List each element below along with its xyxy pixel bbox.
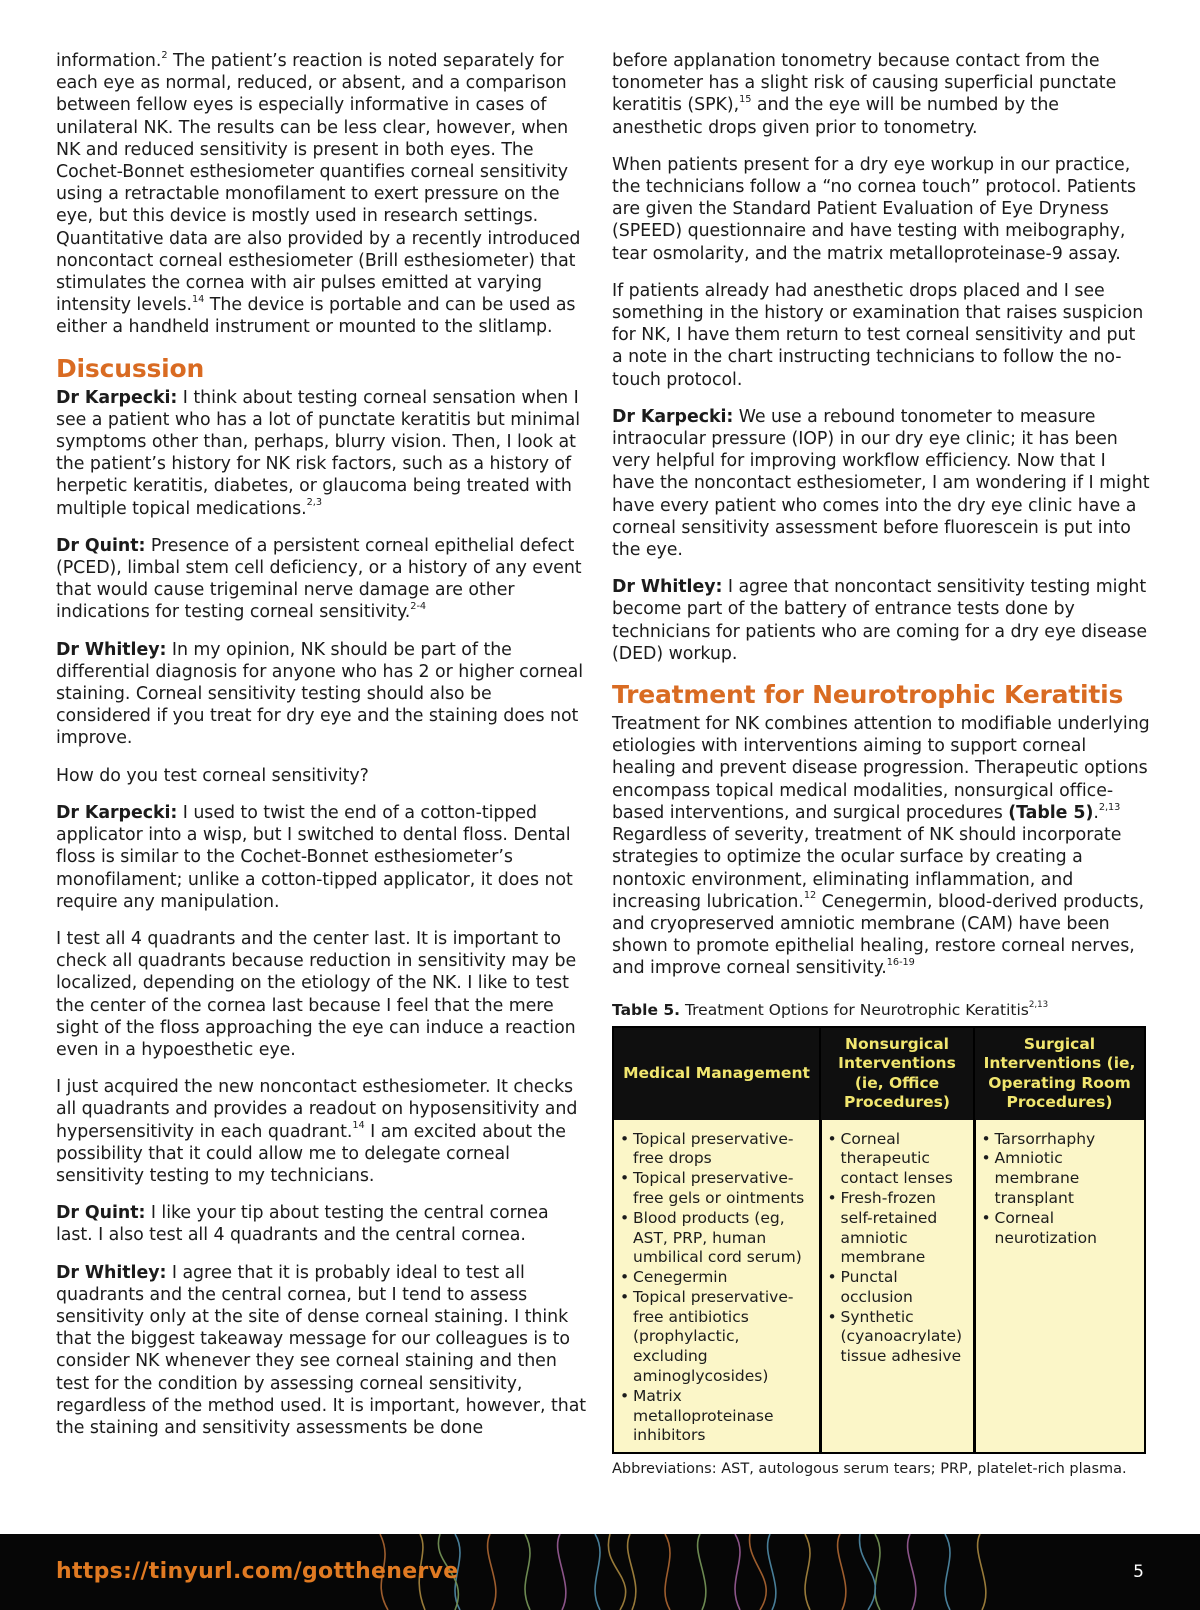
speaker-label: Dr Quint: xyxy=(56,535,146,556)
speaker-label: Dr Quint: xyxy=(56,1203,146,1224)
speaker-label: Dr Whitley: xyxy=(612,577,723,598)
intro-paragraph: information.$^2$ The patient’s reaction is noted separately for each eye as normal, reduced, or absent, and a comparison between fellow eyes is especially informative in cases of unilateral NK. The results can be less clear, however, when NK and reduced sensitivity is present in both eyes. The Cochet-Bonnet esthesiometer quantifies corneal sensitivity using a retractable monofilament to exert pressure on the eye, but this device is mostly used in research settings. Quantitative data are also provided by a recently introduced noncontact corneal esthesiometer (Brill esthesiometer) that stimulates the cornea with air pulses emitted at varying intensity levels.$^{14}$ The device is portable and can be used as either a handheld instrument or mounted to the slitlamp. xyxy=(56,49,581,338)
applanation-paragraph: before applanation tonometry because contact from the tonometer has a slight risk of causing superficial punctate keratitis (SPK),$^{15}$ and the eye will be numbed by the anesthetic drops given prior to tonometry. xyxy=(612,51,1117,138)
speaker-label: Dr Karpecki: xyxy=(56,802,178,823)
anesthetic-paragraph: If patients already had anesthetic drops placed and I see something in the history or examination that raises suspicion for NK, I have them return to test corneal sensitivity and put a note in the chart instructing technicians to follow the no-touch protocol. xyxy=(612,280,1144,390)
list-item: • Corneal therapeutic contact lenses xyxy=(828,1130,969,1189)
page-number: 5 xyxy=(1133,1562,1144,1582)
quint-paragraph-1: Dr Quint: Presence of a persistent corneal epithelial defect (PCED), limbal stem cell deficiency, or a history of any event that would cause trigeminal nerve damage are other indications for testing corneal sensitivity.$^{2-4}$ xyxy=(56,535,582,623)
list-item: • Tarsorrhaphy xyxy=(982,1130,1141,1150)
speaker-label: Dr Whitley: xyxy=(56,639,167,660)
workup-paragraph: When patients present for a dry eye workup in our practice, the technicians follow a “no cornea touch” protocol. Patients are given the Standard Patient Evaluation of Eye Dryness (SPEED) questionnaire and have testing with meibography, tear osmolarity, and the matrix metalloproteinase-9 assay. xyxy=(612,154,1137,264)
left-column xyxy=(56,50,590,1454)
table-header-surgical: Surgical Interventions (ie, Operating Room Procedures) xyxy=(974,1027,1145,1120)
list-item: • Topical preservative-free gels or ointments xyxy=(620,1169,815,1209)
list-item: • Blood products (eg, AST, PRP, human umbilical cord serum) xyxy=(620,1209,815,1268)
karpecki-paragraph-1: Dr Karpecki: I think about testing corneal sensation when I see a patient who has a lot of punctate keratitis but minimal symptoms other than, perhaps, blurry vision. Then, I look at the patient’s history for NK risk factors, such as a history of herpetic keratitis, diabetes, or glaucoma being treated with multiple topical medications.$^{2,3}$ xyxy=(56,387,580,519)
whitley-paragraph-2: Dr Whitley: I agree that it is probably ideal to test all quadrants and the central cornea, but I tend to assess sensitivity only at the site of dense corneal staining. I think that the biggest takeaway message for our colleagues is to consider NK whenever they see corneal staining and then test for the condition by assessing corneal sensitivity, regardless of the method used. It is important, however, that the staining and sensitivity assessments be done xyxy=(56,1262,587,1438)
whitley-paragraph-1: Dr Whitley: In my opinion, NK should be part of the differential diagnosis for anyone who has 2 or higher corneal staining. Corneal sensitivity testing should also be considered if you treat for dry eye and the staining does not improve. xyxy=(56,639,584,749)
noncontact-paragraph: I just acquired the new noncontact esthesiometer. It checks all quadrants and provides a readout on hyposensitivity and hypersensitivity in each quadrant.$^{14}$ I am excited about the possibility that it could allow me to delegate corneal sensitivity testing to my technicians. xyxy=(56,1077,578,1186)
list-item: • Corneal neurotization xyxy=(982,1209,1141,1249)
whitley-paragraph-3: Dr Whitley: I agree that noncontact sensitivity testing might become part of the battery of entrance tests done by technicians for patients who are coming for a dry eye disease (DED) workup. xyxy=(612,577,1148,664)
footer-url-link[interactable]: https://tinyurl.com/gotthenerve xyxy=(56,1559,459,1584)
footer-banner xyxy=(0,1534,1200,1610)
karpecki-paragraph-2: Dr Karpecki: I used to twist the end of a cotton-tipped applicator into a wisp, but I switched to dental floss. Dental floss is similar to the Cochet-Bonnet esthesiometer’s monofilament; unlike a cotton-tipped applicator, it does not require any manipulation. xyxy=(56,802,573,912)
speaker-label: Dr Whitley: xyxy=(56,1262,167,1283)
quadrants-paragraph: I test all 4 quadrants and the center last. It is important to check all quadrants because reduction in sensitivity may be localized, depending on the etiology of the NK. I like to test the center of the cornea last because I feel that the mere sight of the floss approaching the eye can induce a reaction even in a hypoesthetic eye. xyxy=(56,928,577,1060)
list-item: • Matrix metalloproteinase inhibitors xyxy=(620,1387,815,1446)
table-header-medical: Medical Management xyxy=(613,1027,820,1120)
treatment-paragraph: Treatment for NK combines attention to modifiable underlying etiologies with interventions aiming to support corneal healing and prevent disease progression. Therapeutic options encompass topical medical modalities, nonsurgical office-based interventions, and surgical procedures (Table 5).$^{2,13}$ Regardless of severity, treatment of NK should incorporate strategies to optimize the ocular surface by creating a nontoxic environment, eliminating inflammation, and increasing lubrication.$^{12}$ Cenegermin, blood-derived products, and cryopreserved amniotic membrane (CAM) have been shown to promote epithelial healing, restore corneal nerves, and improve corneal sensitivity.$^{16-19}$ xyxy=(612,714,1150,979)
list-item: • Synthetic (cyanoacrylate) tissue adhesive xyxy=(828,1308,969,1367)
speaker-label: Dr Karpecki: xyxy=(56,387,178,408)
table-cell-medical xyxy=(613,1120,820,1454)
karpecki-paragraph-3: Dr Karpecki: We use a rebound tonometer to measure intraocular pressure (IOP) in our dry eye clinic; it has been very helpful for improving workflow efficiency. Now that I have the noncontact esthesiometer, I am wondering if I might have every patient who comes into the dry eye clinic have a corneal sensitivity assessment before fluorescein is put into the eye. xyxy=(612,406,1150,561)
list-item: • Cenegermin xyxy=(620,1268,815,1288)
treatment-heading: Treatment for Neurotrophic Keratitis xyxy=(612,680,1124,710)
list-item: • Topical preservative-free antibiotics (prophylactic, excluding aminoglycosides) xyxy=(620,1288,815,1387)
list-item: • Amniotic membrane transplant xyxy=(982,1149,1141,1208)
table-caption: Table 5. Treatment Options for Neurotrophic Keratitis$^{2,13}$ xyxy=(612,1000,1049,1019)
speaker-label: Dr Karpecki: xyxy=(612,406,734,427)
table-header-nonsurgical: Nonsurgical Interventions (ie, Office Procedures) xyxy=(820,1027,974,1120)
table-reference: (Table 5) xyxy=(1008,802,1094,823)
discussion-heading: Discussion xyxy=(56,353,205,383)
table-cell-surgical xyxy=(974,1120,1145,1454)
right-column xyxy=(612,50,1150,1479)
list-item: • Fresh-frozen self-retained amniotic membrane xyxy=(828,1189,969,1268)
question-paragraph: How do you test corneal sensitivity? xyxy=(56,765,369,786)
list-item: • Punctal occlusion xyxy=(828,1268,969,1308)
table-cell-nonsurgical xyxy=(820,1120,974,1454)
table-abbreviations: Abbreviations: AST, autologous serum tears; PRP, platelet-rich plasma. xyxy=(612,1461,1127,1478)
list-item: • Topical preservative-free drops xyxy=(620,1130,815,1170)
treatment-table xyxy=(612,1026,1146,1455)
quint-paragraph-2: Dr Quint: I like your tip about testing the central cornea last. I also test all 4 quadrants and the central cornea. xyxy=(56,1203,549,1246)
